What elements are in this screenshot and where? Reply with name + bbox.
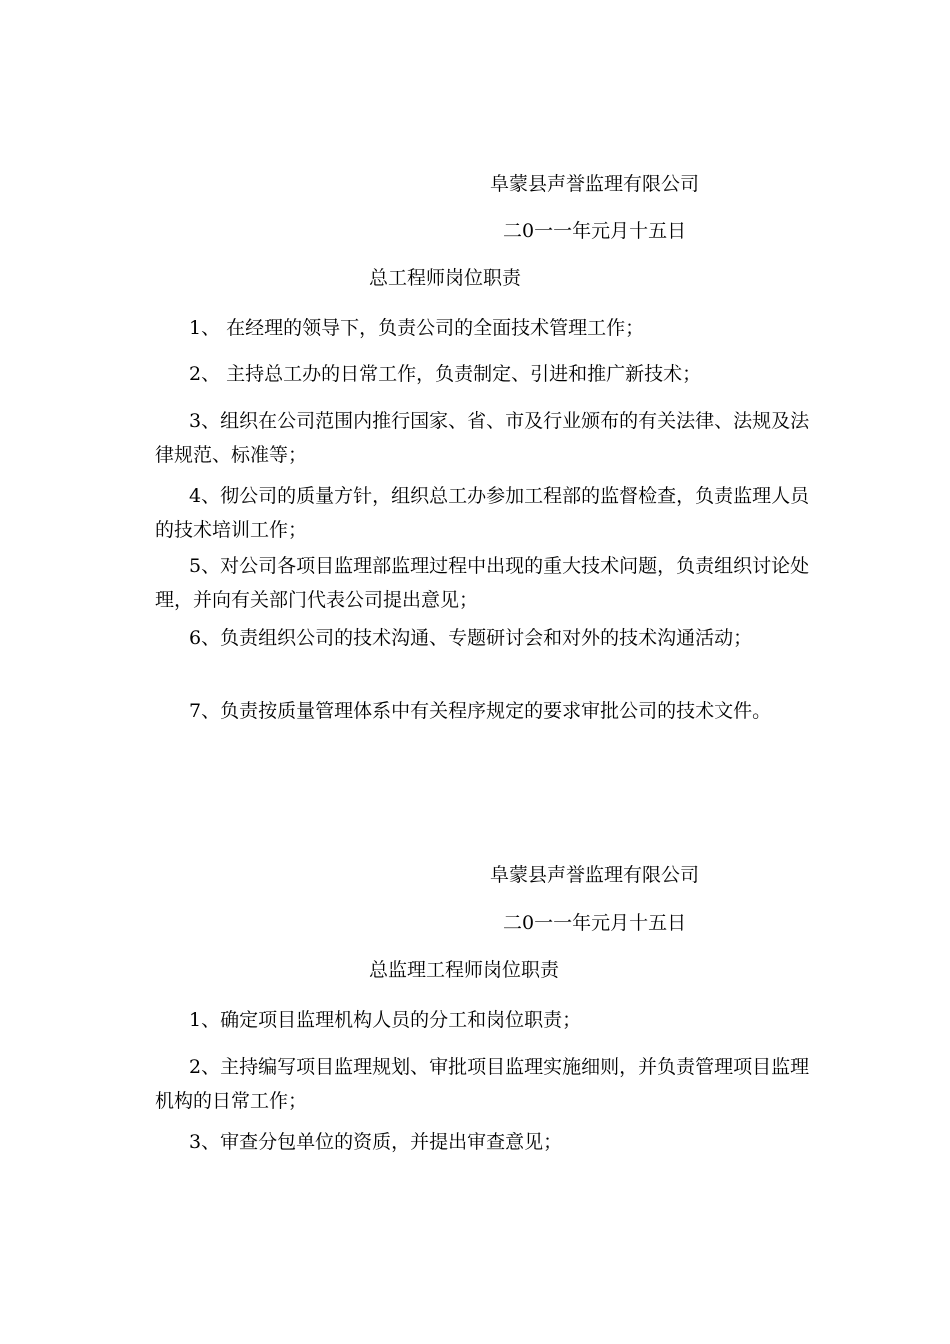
duty-item: 2、 主持总工办的日常工作，负责制定、引进和推广新技术； xyxy=(189,363,702,385)
duty-item: 1、确定项目监理机构人员的分工和岗位职责； xyxy=(189,1009,582,1031)
section-title: 总监理工程师岗位职责 xyxy=(369,959,560,981)
duty-item: 1、 在经理的领导下，负责公司的全面技术管理工作； xyxy=(189,317,645,339)
duty-item: 2、主持编写项目监理规划、审批项目监理实施细则，并负责管理项目监理机构的日常工作； xyxy=(155,1056,810,1112)
company-name: 阜蒙县声誉监理有限公司 xyxy=(490,173,700,195)
duty-item: 3、组织在公司范围内推行国家、省、市及行业颁布的有关法律、法规及法律规范、标准等； xyxy=(155,410,810,466)
company-name: 阜蒙县声誉监理有限公司 xyxy=(490,864,700,886)
duty-item: 3、审查分包单位的资质，并提出审查意见； xyxy=(189,1131,563,1153)
duty-item: 7、负责按质量管理体系中有关程序规定的要求审批公司的技术文件。 xyxy=(189,700,772,722)
document-date: 二0一一年元月十五日 xyxy=(503,220,687,242)
document-date: 二0一一年元月十五日 xyxy=(503,912,687,934)
duty-item: 5、对公司各项目监理部监理过程中出现的重大技术问题，负责组织讨论处理，并向有关部门代表公司提出意见； xyxy=(155,555,810,611)
section-title: 总工程师岗位职责 xyxy=(369,267,522,289)
duty-item: 4、彻公司的质量方针，组织总工办参加工程部的监督检查，负责监理人员的技术培训工作； xyxy=(155,485,810,541)
duty-item: 6、负责组织公司的技术沟通、专题研讨会和对外的技术沟通活动； xyxy=(189,627,753,649)
